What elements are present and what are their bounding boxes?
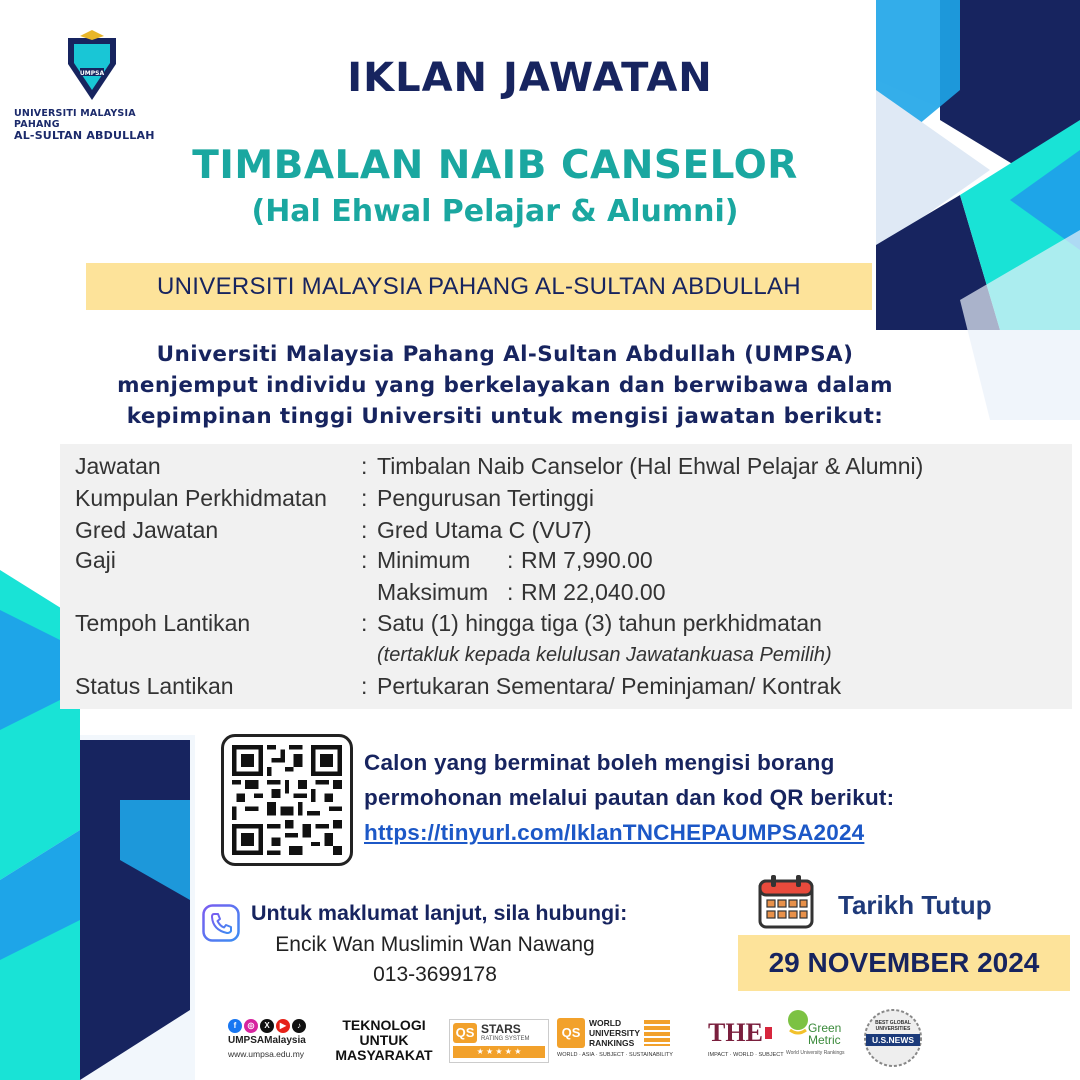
detail-separator: : [507,547,514,573]
detail-label: Gaji [75,547,116,573]
green-line-2: Metric [808,1033,841,1047]
qs-stars-logo [449,1019,549,1063]
facebook-icon[interactable]: f [228,1019,242,1033]
qs-wur-line-2: UNIVERSITY [589,1028,641,1038]
detail-value: Satu (1) hingga tiga (3) tahun perkhidmatan [377,610,822,636]
apply-line-1: Calon yang berminat boleh mengisi borang [364,750,835,775]
salary-max-value: RM 22,040.00 [521,579,666,605]
detail-separator: : [361,453,368,479]
the-mark: THE [708,1018,763,1047]
position-portfolio: (Hal Ehwal Pelajar & Alumni) [251,194,739,229]
detail-value: Pengurusan Tertinggi [377,485,594,511]
detail-label: Status Lantikan [75,673,234,699]
green-leaf-icon [786,1010,810,1036]
detail-label: Tempoh Lantikan [75,610,251,636]
intro-line-1: Universiti Malaysia Pahang Al-Sultan Abdullah (UMPSA) [156,342,854,367]
tagline-line-1: TEKNOLOGI [342,1017,426,1033]
intro-line-3: kepimpinan tinggi Universiti untuk mengisi jawatan berikut: [126,404,884,429]
instagram-icon[interactable]: ◎ [244,1019,258,1033]
youtube-icon[interactable]: ▶ [276,1019,290,1033]
detail-value: Gred Utama C (VU7) [377,517,592,543]
qs-wur-sub: WORLD · ASIA · SUBJECT · SUSTAINABILITY [557,1052,673,1058]
apply-line-2: permohonan melalui pautan dan kod QR berikut: [364,785,895,810]
qs-badge: QS [453,1023,477,1043]
detail-separator: : [361,517,368,543]
green-line-1: Green [808,1021,842,1035]
qs-stars-sub: RATING SYSTEM [481,1036,530,1042]
contact-name: Encik Wan Muslimin Wan Nawang [275,933,595,956]
detail-separator: : [361,547,368,573]
the-rankings-logo [708,1018,784,1064]
usnews-logo [858,1008,928,1068]
logo-line-1: UNIVERSITI MALAYSIA PAHANG [14,108,136,130]
position-title: TIMBALAN NAIB CANSELOR [192,143,798,188]
emblem-text: UMPSA [79,70,105,77]
qs-stars-rating: ★ ★ ★ ★ ★ [453,1046,545,1058]
tiktok-icon[interactable]: ♪ [292,1019,306,1033]
detail-value: Timbalan Naib Canselor (Hal Ehwal Pelajar & Alumni) [377,453,924,479]
tagline-line-2: UNTUK [359,1032,409,1048]
intro-line-2: menjemput individu yang berkelayakan dan berwibawa dalam [117,373,893,398]
website-link[interactable]: www.umpsa.edu.my [228,1049,305,1059]
intro-text [0,339,1010,432]
contact-phone[interactable]: 013-3699178 [373,963,497,986]
greenmetric-logo [778,1010,852,1064]
university-banner: UNIVERSITI MALAYSIA PAHANG AL-SULTAN ABDULLAH [86,263,872,310]
detail-separator: : [361,673,368,699]
detail-label: Jawatan [75,453,161,479]
calendar-icon [757,873,815,931]
qr-code-icon [232,745,342,855]
salary-min-value: RM 7,990.00 [521,547,653,573]
qs-stripes-icon [644,1020,670,1046]
page-title: IKLAN JAWATAN [347,55,713,101]
closing-label: Tarikh Tutup [838,890,992,920]
qs-wur-line-3: RANKINGS [589,1038,635,1048]
qr-code[interactable] [221,734,353,866]
green-sub: World University Rankings [786,1050,845,1056]
detail-separator: : [361,610,368,636]
contact-title: Untuk maklumat lanjut, sila hubungi: [251,901,628,925]
detail-value: Pertukaran Sementara/ Peminjaman/ Kontrak [377,673,842,699]
qs-badge: QS [557,1018,585,1048]
the-sub: IMPACT · WORLD · SUBJECT [708,1052,784,1058]
usnews-mark: U.S.NEWS [871,1035,915,1045]
social-icons [228,1019,306,1033]
apply-instructions [364,745,894,850]
details-panel [60,444,1072,709]
detail-separator: : [507,579,514,605]
the-flag-icon [765,1027,772,1039]
usnews-top: BEST GLOBAL UNIVERSITIES [875,1020,911,1032]
detail-label: Gred Jawatan [75,517,219,543]
qs-stars-title: STARS [481,1022,521,1036]
salary-max-label: Maksimum [377,579,489,605]
detail-separator: : [361,485,368,511]
logo-line-2: AL-SULTAN ABDULLAH [14,129,155,142]
qs-world-rankings-logo [557,1018,684,1064]
x-icon[interactable]: X [260,1019,274,1033]
tagline [325,1018,443,1063]
tagline-line-3: MASYARAKAT [335,1047,433,1063]
application-link[interactable]: https://tinyurl.com/IklanTNCHEPAUMPSA2024 [364,820,865,845]
tempoh-note: (tertakluk kepada kelulusan Jawatankuasa Pemilih) [377,644,832,666]
social-handle: UMPSAMalaysia [228,1035,306,1046]
closing-date: 29 NOVEMBER 2024 [738,935,1070,991]
salary-min-label: Minimum [377,547,471,573]
qs-wur-line-1: WORLD [589,1018,622,1028]
detail-label: Kumpulan Perkhidmatan [75,485,327,511]
